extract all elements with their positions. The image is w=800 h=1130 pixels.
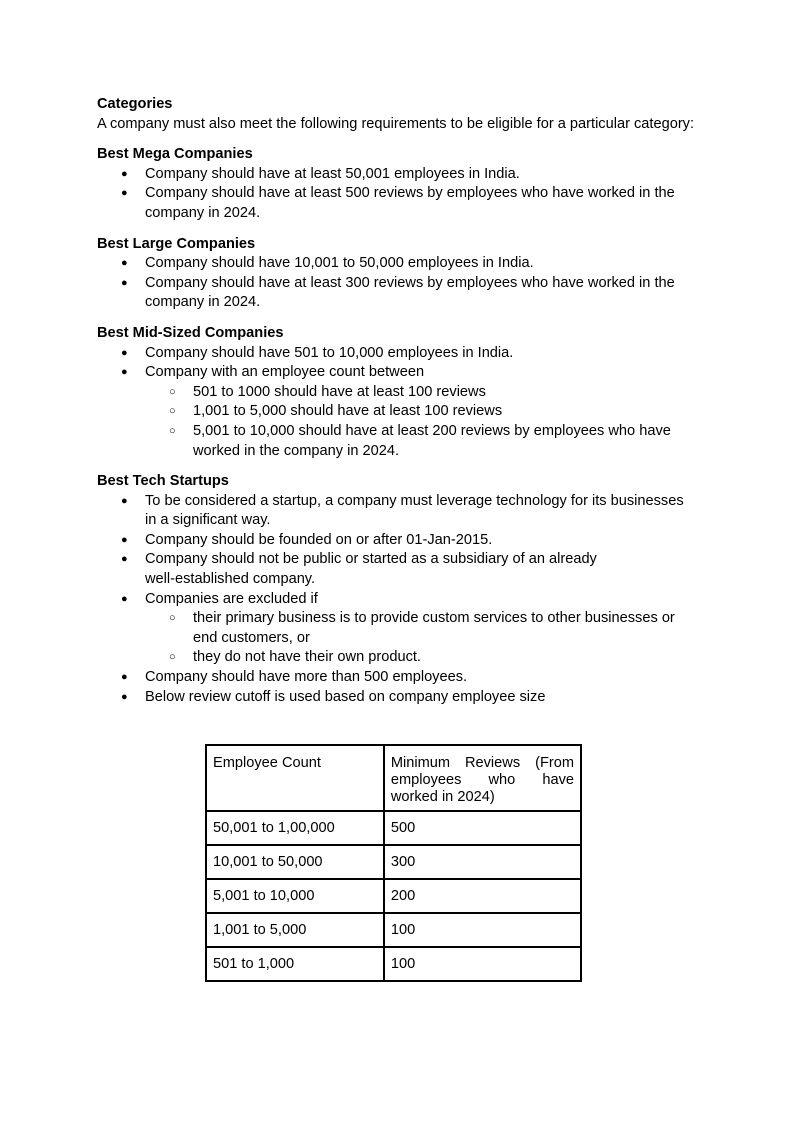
table-cell: 200 bbox=[384, 879, 581, 913]
mega-heading: Best Mega Companies bbox=[97, 146, 253, 163]
categories-section bbox=[97, 95, 717, 134]
large-section bbox=[97, 235, 717, 313]
list-item: ● Company should not be public or started as a subsidiary of an already well-established company. bbox=[97, 550, 602, 589]
list-item-text: Companies are excluded if bbox=[145, 590, 318, 607]
list-item: ● Company should have at least 500 reviews by employees who have worked in the company in 2024. bbox=[97, 184, 690, 223]
large-list bbox=[97, 254, 717, 313]
mid-sublist bbox=[145, 383, 717, 461]
list-item-text: Company with an employee count between bbox=[145, 364, 425, 381]
mid-list bbox=[97, 344, 717, 462]
table-cell: 501 to 1,000 bbox=[206, 947, 384, 981]
startups-list bbox=[97, 492, 717, 708]
document-body bbox=[97, 95, 717, 718]
list-item bbox=[97, 590, 717, 668]
sublist-item: ○ their primary business is to provide custom services to other businesses or end customers, or bbox=[145, 609, 690, 648]
table-cell: 100 bbox=[384, 947, 581, 981]
categories-intro: A company must also meet the following requirements to be eligible for a particular category: bbox=[97, 115, 695, 132]
table-cell: 500 bbox=[384, 811, 581, 845]
review-cutoff-table bbox=[205, 744, 582, 982]
list-item: ● Company should have 501 to 10,000 employees in India. bbox=[97, 344, 717, 364]
table-cell: 5,001 to 10,000 bbox=[206, 879, 384, 913]
list-item: ● To be considered a startup, a company must leverage technology for its businesses in a significant way. bbox=[97, 492, 690, 531]
table-row bbox=[206, 845, 581, 879]
list-item: ● Company should have at least 50,001 employees in India. bbox=[97, 165, 717, 185]
table-row bbox=[206, 879, 581, 913]
list-item: ● Below review cutoff is used based on company employee size bbox=[97, 688, 717, 708]
startups-section bbox=[97, 472, 717, 707]
mid-heading: Best Mid-Sized Companies bbox=[97, 324, 284, 341]
list-item: ● Company should have 10,001 to 50,000 employees in India. bbox=[97, 254, 717, 274]
sublist-item: ○ 501 to 1000 should have at least 100 reviews bbox=[145, 383, 717, 403]
list-item bbox=[97, 363, 717, 461]
mega-list bbox=[97, 165, 717, 224]
table-header-cell: Minimum Reviews (From employees who have worked in 2024) bbox=[384, 745, 581, 811]
table-cell: 10,001 to 50,000 bbox=[206, 845, 384, 879]
table-row bbox=[206, 811, 581, 845]
table-header-row bbox=[206, 745, 581, 811]
sublist-item: ○ they do not have their own product. bbox=[145, 648, 717, 668]
categories-heading: Categories bbox=[97, 96, 173, 112]
table-cell: 1,001 to 5,000 bbox=[206, 913, 384, 947]
large-heading: Best Large Companies bbox=[97, 235, 256, 252]
mega-section bbox=[97, 145, 717, 223]
list-item: ● Company should have more than 500 employees. bbox=[97, 668, 717, 688]
table-row bbox=[206, 913, 581, 947]
table-cell: 300 bbox=[384, 845, 581, 879]
table-header-cell: Employee Count bbox=[206, 745, 384, 811]
sublist-item: ○ 1,001 to 5,000 should have at least 100 reviews bbox=[145, 402, 717, 422]
mid-section bbox=[97, 324, 717, 461]
table-cell: 50,001 to 1,00,000 bbox=[206, 811, 384, 845]
list-item: ● Company should be founded on or after 01-Jan-2015. bbox=[97, 531, 717, 551]
list-item: ● Company should have at least 300 reviews by employees who have worked in the company in 2024. bbox=[97, 274, 690, 313]
startups-heading: Best Tech Startups bbox=[97, 473, 229, 490]
table-row bbox=[206, 947, 581, 981]
excluded-sublist bbox=[145, 609, 717, 668]
sublist-item: ○ 5,001 to 10,000 should have at least 200 reviews by employees who have worked in the company in 2024. bbox=[145, 422, 690, 461]
table-cell: 100 bbox=[384, 913, 581, 947]
